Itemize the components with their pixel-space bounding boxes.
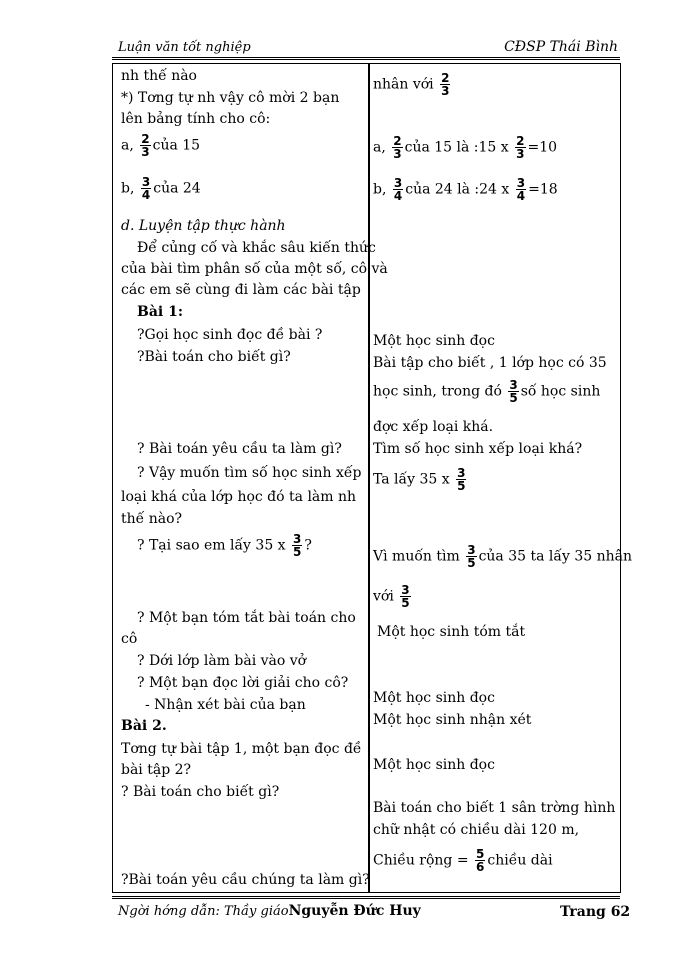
left-paragraph-3: các em sẽ cùng đi làm các bài tập bbox=[121, 282, 361, 298]
left-line-2: *) Tơng tự nh vậy cô mời 2 bạn bbox=[121, 90, 340, 106]
item-b-label: b, bbox=[121, 180, 135, 197]
question-8: ? Một bạn đọc lời giải cho cô? bbox=[137, 675, 349, 691]
fraction: $\frac{3}{5}$ bbox=[293, 532, 302, 559]
fraction: $\frac{2}{3}$ bbox=[141, 132, 150, 159]
column-divider bbox=[368, 63, 370, 893]
question-6b: cô bbox=[121, 631, 138, 647]
item-a-label: a, bbox=[121, 137, 134, 154]
page-number: Trang 62 bbox=[560, 904, 631, 920]
right-answer-8-tail: của 35 ta lấy 35 nhân bbox=[478, 548, 632, 565]
right-answer-16-tail: chiều dài bbox=[487, 852, 553, 869]
question-10a: Tơng tự bài tập 1, một bạn đọc đề bbox=[121, 741, 362, 757]
answer-b bbox=[373, 177, 558, 202]
footer-left bbox=[118, 903, 421, 919]
header-right: CĐSP Thái Bình bbox=[504, 39, 618, 55]
right-answer-4 bbox=[373, 379, 600, 404]
question-3: ? Bài toán yêu cầu ta làm gì? bbox=[137, 441, 342, 457]
question-1: ?Gọi học sinh đọc đề bài ? bbox=[137, 327, 323, 343]
item-a-text: của 15 bbox=[152, 137, 201, 154]
question-5 bbox=[137, 533, 312, 558]
right-answer-8 bbox=[373, 544, 632, 569]
question-7: ? Dới lớp làm bài vào vở bbox=[137, 653, 307, 669]
answer-a-result: =10 bbox=[527, 139, 558, 156]
right-answer-4-tail: số học sinh bbox=[520, 383, 601, 400]
answer-a-label: a, bbox=[373, 139, 386, 156]
fraction: $\frac{3}{4}$ bbox=[141, 175, 151, 202]
right-answer-12: Một học sinh nhận xét bbox=[373, 712, 532, 728]
right-answer-7 bbox=[373, 467, 468, 492]
question-2: ?Bài toán cho biết gì? bbox=[137, 349, 291, 365]
question-4a: ? Vậy muốn tìm số học sinh xếp bbox=[137, 465, 362, 481]
question-5-text: ? Tại sao em lấy 35 x bbox=[137, 537, 286, 554]
answer-a-text: của 15 là :15 x bbox=[404, 139, 509, 156]
header-left: Luận văn tốt nghiệp bbox=[118, 40, 251, 55]
question-12: ?Bài toán yêu cầu chúng ta làm gì? bbox=[121, 872, 370, 888]
right-answer-9-text: với bbox=[373, 588, 394, 605]
right-line-1-text: nhân với bbox=[373, 76, 434, 93]
footer-supervisor-label: Ngời hớng dẫn: Thầy giáo bbox=[118, 904, 289, 919]
right-answer-16-text: Chiều rộng = bbox=[373, 852, 469, 869]
question-11: ? Bài toán cho biết gì? bbox=[121, 784, 280, 800]
question-5-mark: ? bbox=[304, 537, 312, 554]
left-line-1: nh thế nào bbox=[121, 68, 197, 84]
right-line-1 bbox=[373, 72, 452, 97]
question-4b: loại khá của lớp học đó ta làm nh bbox=[121, 489, 357, 505]
right-answer-2: Một học sinh đọc bbox=[373, 333, 495, 349]
answer-b-label: b, bbox=[373, 181, 387, 198]
question-10b: bài tập 2? bbox=[121, 762, 192, 778]
section-heading-d: d. Luyện tập thực hành bbox=[121, 218, 286, 234]
fraction: $\frac{3}{4}$ bbox=[516, 176, 526, 203]
right-answer-16 bbox=[373, 848, 553, 873]
fraction: $\frac{5}{6}$ bbox=[476, 847, 485, 874]
fraction: $\frac{3}{5}$ bbox=[401, 583, 410, 610]
fraction: $\frac{2}{3}$ bbox=[441, 71, 450, 98]
right-answer-15: chữ nhật có chiều dài 120 m, bbox=[373, 822, 580, 838]
left-paragraph-2: của bài tìm phân số của một số, cô và bbox=[121, 261, 388, 277]
right-answer-14: Bài toán cho biết 1 sân trờng hình bbox=[373, 800, 616, 816]
left-line-3: lên bảng tính cho cô: bbox=[121, 111, 271, 127]
question-9: - Nhận xét bài của bạn bbox=[145, 697, 306, 713]
fraction: $\frac{2}{3}$ bbox=[393, 134, 402, 161]
footer-supervisor-name: Nguyễn Đức Huy bbox=[288, 903, 421, 919]
right-answer-5: đợc xếp loại khá. bbox=[373, 419, 494, 435]
fraction: $\frac{3}{5}$ bbox=[509, 378, 518, 405]
right-answer-13: Một học sinh đọc bbox=[373, 757, 495, 773]
right-answer-7-text: Ta lấy 35 x bbox=[373, 471, 450, 488]
right-answer-9 bbox=[373, 584, 413, 609]
right-answer-8-text: Vì muốn tìm bbox=[373, 548, 460, 565]
left-item-a bbox=[121, 133, 200, 158]
right-answer-11: Một học sinh đọc bbox=[373, 690, 495, 706]
answer-b-result: =18 bbox=[528, 181, 558, 198]
item-b-text: của 24 bbox=[153, 180, 201, 197]
fraction: $\frac{3}{5}$ bbox=[467, 543, 476, 570]
left-item-b bbox=[121, 176, 201, 201]
exercise-1-heading: Bài 1: bbox=[137, 304, 184, 320]
right-answer-3: Bài tập cho biết , 1 lớp học có 35 bbox=[373, 355, 607, 371]
answer-a bbox=[373, 135, 557, 160]
left-paragraph-1: Để củng cố và khắc sâu kiến thức bbox=[137, 240, 376, 256]
answer-b-text: của 24 là :24 x bbox=[405, 181, 510, 198]
question-4c: thế nào? bbox=[121, 511, 183, 527]
footer-rule bbox=[112, 896, 620, 899]
right-answer-4-text: học sinh, trong đó bbox=[373, 383, 502, 400]
fraction: $\frac{3}{5}$ bbox=[457, 466, 466, 493]
fraction: $\frac{2}{3}$ bbox=[516, 134, 525, 161]
right-answer-10: Một học sinh tóm tắt bbox=[377, 624, 526, 640]
right-answer-6: Tìm số học sinh xếp loại khá? bbox=[373, 441, 583, 457]
header-rule bbox=[112, 57, 620, 60]
exercise-2-heading: Bài 2. bbox=[121, 718, 167, 734]
fraction: $\frac{3}{4}$ bbox=[393, 176, 403, 203]
question-6a: ? Một bạn tóm tắt bài toán cho bbox=[137, 610, 356, 626]
